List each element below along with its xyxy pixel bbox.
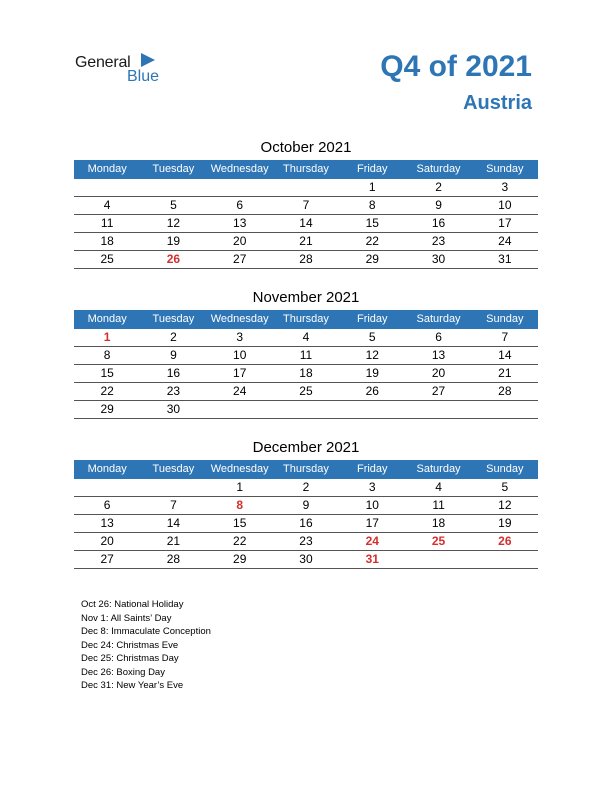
- day-cell: 11: [299, 348, 313, 362]
- day-cell: 31: [498, 252, 512, 266]
- day-cell: 7: [170, 498, 177, 512]
- holiday-note: Dec 8: Immaculate Conception: [81, 626, 211, 637]
- day-cell: [273, 401, 339, 418]
- week-row: [74, 365, 538, 383]
- weekday-header: Sunday: [486, 463, 524, 475]
- week-row: [74, 329, 538, 347]
- day-cell: 3: [501, 180, 509, 194]
- day-cell: 14: [299, 216, 313, 230]
- holiday-note: Dec 31: New Year’s Eve: [81, 680, 184, 691]
- day-cell: 25: [299, 384, 313, 398]
- holiday-day-cell: 8: [236, 498, 244, 512]
- day-cell: 7: [501, 330, 509, 344]
- brand-logo: [75, 52, 175, 88]
- day-cell: 3: [368, 480, 376, 494]
- day-cell: 18: [100, 234, 114, 248]
- day-cell: 22: [365, 234, 379, 248]
- day-cell: 20: [233, 234, 247, 248]
- weekday-header: Wednesday: [210, 313, 269, 325]
- day-cell: 28: [498, 384, 512, 398]
- holiday-day-cell: 26: [166, 252, 181, 266]
- month-calendar: [74, 137, 538, 269]
- day-cell: 12: [365, 348, 379, 362]
- weekday-header: Thursday: [283, 313, 329, 325]
- day-cell: [472, 551, 538, 568]
- day-cell: [405, 401, 471, 418]
- weekday-header: Saturday: [416, 463, 461, 475]
- holiday-day-cell: 24: [365, 534, 379, 548]
- day-cell: [140, 179, 206, 196]
- week-row: [74, 515, 538, 533]
- day-cell: 11: [432, 498, 445, 512]
- day-cell: 15: [233, 516, 247, 530]
- day-cell: 3: [236, 330, 244, 344]
- day-cell: [207, 179, 273, 196]
- day-cell: 4: [103, 198, 111, 212]
- week-row: [74, 179, 538, 197]
- day-cell: 21: [166, 534, 181, 548]
- day-cell: 14: [498, 348, 512, 362]
- day-cell: 19: [498, 516, 512, 530]
- day-cell: 18: [431, 516, 446, 530]
- weekday-header: Wednesday: [210, 163, 269, 175]
- day-cell: 23: [299, 534, 313, 548]
- day-cell: 22: [233, 534, 247, 548]
- month-title: November 2021: [252, 289, 360, 306]
- day-cell: 13: [233, 216, 247, 230]
- weekday-header: Thursday: [283, 463, 329, 475]
- day-cell: 16: [299, 516, 313, 530]
- week-row: [74, 347, 538, 365]
- day-cell: 9: [435, 198, 442, 212]
- day-cell: [140, 479, 206, 496]
- day-cell: 29: [100, 402, 114, 416]
- day-cell: 28: [166, 552, 181, 566]
- page-title: Q4 of 2021: [380, 50, 532, 83]
- day-cell: 4: [435, 480, 442, 494]
- holiday-day-cell: 25: [431, 534, 446, 548]
- weekday-header-row: [74, 160, 538, 179]
- day-cell: 12: [498, 498, 512, 512]
- day-cell: 24: [498, 234, 512, 248]
- day-cell: 6: [103, 498, 111, 512]
- day-cell: 30: [431, 252, 446, 266]
- day-cell: 24: [233, 384, 247, 398]
- holiday-note: Nov 1: All Saints’ Day: [81, 612, 172, 624]
- weekday-header-row: [74, 310, 538, 329]
- day-cell: [74, 479, 140, 496]
- day-cell: [405, 551, 471, 568]
- day-cell: 13: [100, 516, 114, 530]
- day-cell: 26: [365, 384, 379, 398]
- day-cell: 14: [166, 516, 181, 530]
- day-cell: 2: [302, 480, 310, 494]
- weekday-header: Wednesday: [210, 463, 269, 475]
- month-calendar: [74, 287, 538, 419]
- day-cell: [207, 401, 273, 418]
- day-cell: 9: [302, 498, 310, 512]
- day-cell: 20: [100, 534, 114, 548]
- logo-word-blue: Blue: [127, 68, 160, 85]
- day-cell: 1: [236, 480, 244, 494]
- holiday-day-cell: 31: [365, 552, 379, 566]
- day-cell: 19: [166, 234, 181, 248]
- weekday-header: Saturday: [416, 313, 461, 325]
- week-row: [74, 251, 538, 269]
- holiday-note: Dec 24: Christmas Eve: [81, 639, 179, 651]
- holiday-day-cell: 26: [498, 534, 512, 548]
- day-cell: 28: [299, 252, 313, 266]
- week-row: [74, 551, 538, 569]
- day-cell: 17: [365, 516, 379, 530]
- day-cell: [339, 401, 405, 418]
- weekday-header: Friday: [356, 163, 388, 175]
- week-row: [74, 197, 538, 215]
- day-cell: 7: [302, 198, 310, 212]
- day-cell: 10: [498, 198, 512, 212]
- day-cell: 30: [166, 402, 181, 416]
- day-cell: 13: [431, 348, 446, 362]
- day-cell: 8: [103, 348, 111, 362]
- day-cell: 12: [166, 216, 181, 230]
- weekday-header: Monday: [87, 463, 127, 475]
- day-cell: 9: [170, 348, 177, 362]
- day-cell: 2: [170, 330, 177, 344]
- day-cell: 20: [431, 366, 446, 380]
- day-cell: 15: [365, 216, 379, 230]
- weekday-header: Friday: [356, 313, 388, 325]
- month-calendar: [74, 437, 538, 569]
- day-cell: 17: [233, 366, 247, 380]
- day-cell: 17: [498, 216, 512, 230]
- week-row: [74, 533, 538, 551]
- day-cell: 23: [166, 384, 181, 398]
- holiday-list: [81, 598, 211, 693]
- weekday-header: Sunday: [486, 163, 524, 175]
- day-cell: 30: [299, 552, 313, 566]
- day-cell: 6: [435, 330, 442, 344]
- day-cell: 19: [365, 366, 379, 380]
- week-row: [74, 401, 538, 419]
- week-row: [74, 233, 538, 251]
- day-cell: 2: [435, 180, 442, 194]
- day-cell: [472, 401, 538, 418]
- day-cell: 5: [501, 480, 509, 494]
- day-cell: 16: [431, 216, 446, 230]
- weekday-header-row: [74, 460, 538, 479]
- weekday-header: Saturday: [416, 163, 461, 175]
- weekday-header: Tuesday: [152, 163, 195, 175]
- logo-word-general: General: [75, 54, 131, 71]
- day-cell: 16: [166, 366, 181, 380]
- day-cell: 6: [236, 198, 244, 212]
- day-cell: 15: [100, 366, 114, 380]
- day-cell: 10: [233, 348, 247, 362]
- day-cell: 27: [431, 384, 446, 398]
- day-cell: 27: [233, 252, 247, 266]
- week-row: [74, 215, 538, 233]
- holiday-note: Dec 25: Christmas Day: [81, 653, 179, 664]
- day-cell: 25: [100, 252, 114, 266]
- day-cell: 18: [299, 366, 313, 380]
- day-cell: 22: [100, 384, 114, 398]
- holiday-day-cell: 1: [103, 330, 111, 344]
- week-row: [74, 479, 538, 497]
- weekday-header: Monday: [87, 313, 127, 325]
- day-cell: 29: [365, 252, 379, 266]
- day-cell: 1: [368, 180, 376, 194]
- day-cell: 29: [233, 552, 247, 566]
- country-subtitle: Austria: [463, 92, 532, 114]
- weekday-header: Monday: [87, 163, 127, 175]
- weekday-header: Tuesday: [152, 463, 195, 475]
- weekday-header: Friday: [356, 463, 388, 475]
- weekday-header: Sunday: [486, 313, 524, 325]
- week-row: [74, 383, 538, 401]
- day-cell: 21: [299, 234, 313, 248]
- day-cell: 5: [368, 330, 376, 344]
- month-title: December 2021: [252, 439, 360, 456]
- day-cell: 10: [365, 498, 379, 512]
- weekday-header: Thursday: [283, 163, 329, 175]
- day-cell: 27: [100, 552, 114, 566]
- logo-flag-icon: [141, 53, 155, 67]
- holiday-note: Dec 26: Boxing Day: [81, 666, 165, 678]
- holiday-note: Oct 26: National Holiday: [81, 599, 184, 610]
- day-cell: 5: [170, 198, 177, 212]
- week-row: [74, 497, 538, 515]
- day-cell: 11: [100, 216, 114, 230]
- day-cell: 4: [302, 330, 310, 344]
- day-cell: 8: [368, 198, 376, 212]
- day-cell: [273, 179, 339, 196]
- day-cell: [74, 179, 140, 196]
- day-cell: 21: [498, 366, 512, 380]
- weekday-header: Tuesday: [152, 313, 195, 325]
- month-title: October 2021: [260, 139, 352, 156]
- day-cell: 23: [431, 234, 446, 248]
